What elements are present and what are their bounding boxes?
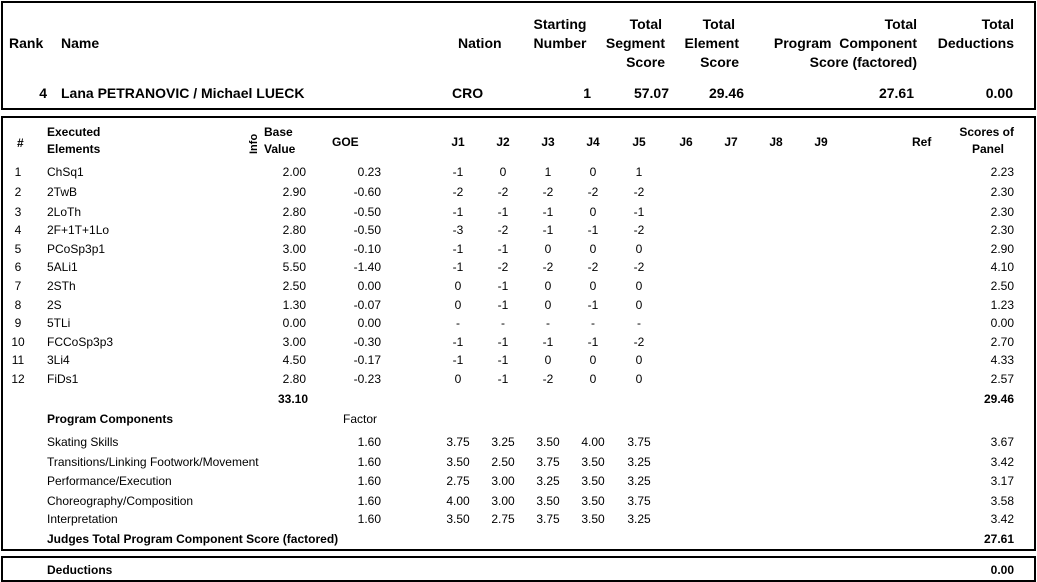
element-judge-score: -1 [587,298,599,312]
col-starting-header-1: Starting [533,16,587,32]
element-base-value: 2.00 [282,165,306,179]
col-j4-header: J4 [586,135,600,149]
col-segment-header-2: Segment [605,35,665,51]
col-deductions-header-1: Total [981,16,1014,32]
element-panel-score: 0.00 [990,316,1014,330]
col-element-header-1: Total [702,16,735,32]
component-name: Transitions/Linking Footwork/Movement [47,455,259,469]
element-num: 1 [14,165,22,179]
element-panel-score: 4.10 [990,260,1014,274]
element-judge-score: -1 [452,260,464,274]
col-num-header: # [17,136,24,150]
col-panel-header-2: Panel [971,142,1004,156]
element-judge-score: 0 [589,242,597,256]
col-ref-header: Ref [912,135,932,149]
skater-name: Lana PETRANOVIC / Michael LUECK [61,85,305,101]
element-name: 2STh [47,279,76,293]
element-goe: 0.23 [357,165,381,179]
skater-total-element-score: 29.46 [708,85,744,101]
element-base-value: 2.50 [282,279,306,293]
element-judge-score: 0 [544,242,552,256]
element-panel-score: 2.23 [990,165,1014,179]
col-segment-header-3: Score [626,54,665,70]
element-name: 3Li4 [47,353,70,367]
col-j3-header: J3 [541,135,555,149]
element-goe: -0.50 [353,205,381,219]
element-judge-score: 0 [589,205,597,219]
deductions-box [1,556,1036,582]
element-judge-score: -2 [587,185,599,199]
col-base-header-2: Value [264,142,296,156]
component-judge-score: 3.75 [536,455,560,469]
element-base-value: 2.90 [282,185,306,199]
element-judge-score: 0 [589,372,597,386]
element-goe: -0.30 [353,335,381,349]
component-judge-score: 3.75 [536,512,560,526]
element-judge-score: -1 [497,205,509,219]
component-factor: 1.60 [357,435,381,449]
element-judge-score: 0 [544,279,552,293]
element-judge-score: - [546,316,550,330]
element-judge-score: -1 [452,165,464,179]
component-name: Skating Skills [47,435,119,449]
element-judge-score: 0 [499,165,507,179]
component-judge-score: 3.50 [581,512,605,526]
element-judge-score: -1 [497,335,509,349]
skater-rank: 4 [39,85,47,101]
component-judge-score: 3.25 [491,435,515,449]
col-j1-header: J1 [451,135,465,149]
component-judge-score: 3.00 [491,474,515,488]
skater-starting-number: 1 [583,85,591,101]
col-rank-header: Rank [9,35,44,51]
element-judge-score: -1 [587,223,599,237]
component-judge-score: 3.75 [627,435,651,449]
element-judge-score: -1 [452,353,464,367]
deductions-value: 0.00 [990,563,1014,577]
component-judge-score: 3.25 [627,455,651,469]
element-num: 5 [14,242,22,256]
element-judge-score: 0 [454,279,462,293]
element-judge-score: -2 [633,335,645,349]
element-num: 3 [14,205,22,219]
element-goe: -0.07 [353,298,381,312]
element-judge-score: -1 [542,335,554,349]
element-judge-score: -2 [633,223,645,237]
element-goe: -0.23 [353,372,381,386]
component-judge-score: 3.75 [446,435,470,449]
element-judge-score: -1 [542,223,554,237]
element-judge-score: -2 [542,372,554,386]
element-judge-score: -1 [633,205,645,219]
element-judge-score: -2 [633,185,645,199]
element-goe: -0.10 [353,242,381,256]
component-judge-score: 3.50 [536,435,560,449]
col-program-header-2: Program Component [773,35,917,51]
element-name: 2TwB [47,185,78,199]
element-judge-score: 0 [635,298,643,312]
element-name: 2F+1T+1Lo [47,223,110,237]
element-base-value: 3.00 [282,242,306,256]
component-panel-score: 3.58 [990,494,1014,508]
element-base-value: 2.80 [282,372,306,386]
component-panel-score: 3.17 [990,474,1014,488]
col-executed-header-2: Elements [47,142,101,156]
col-program-header-3: Score (factored) [809,54,917,70]
element-judge-score: 0 [635,242,643,256]
element-judge-score: 0 [635,353,643,367]
element-judge-score: - [637,316,641,330]
component-judge-score: 3.50 [581,455,605,469]
element-judge-score: 1 [544,165,552,179]
component-name: Interpretation [47,512,118,526]
component-judge-score: 3.50 [446,512,470,526]
element-name: 2LoTh [47,205,82,219]
component-judge-score: 3.25 [536,474,560,488]
col-name-header: Name [61,35,100,51]
element-judge-score: 0 [589,165,597,179]
element-judge-score: 0 [454,372,462,386]
element-judge-score: -1 [497,279,509,293]
element-panel-score: 2.90 [990,242,1014,256]
element-judge-score: -1 [497,298,509,312]
col-element-header-2: Element [684,35,739,51]
component-judge-score: 3.50 [581,474,605,488]
element-judge-score: -1 [497,242,509,256]
element-base-value: 4.50 [282,353,306,367]
col-element-header-3: Score [700,54,739,70]
element-judge-score: 0 [454,298,462,312]
component-panel-score: 3.42 [990,512,1014,526]
element-num: 2 [14,185,22,199]
element-judge-score: - [591,316,595,330]
component-factor: 1.60 [357,455,381,469]
element-judge-score: -1 [587,335,599,349]
element-base-value: 0.00 [282,316,306,330]
col-info-header: Info [248,133,260,154]
element-name: 5ALi1 [47,260,78,274]
col-j7-header: J7 [724,135,738,149]
program-components-factor-header: Factor [343,412,378,426]
elements-total-score: 29.46 [983,392,1014,406]
col-j5-header: J5 [632,135,646,149]
skater-total-segment-score: 57.07 [633,85,669,101]
component-judge-score: 4.00 [581,435,605,449]
component-judge-score: 3.25 [627,512,651,526]
element-panel-score: 2.30 [990,223,1014,237]
component-judge-score: 3.75 [627,494,651,508]
element-judge-score: -2 [497,223,509,237]
element-num: 7 [14,279,22,293]
element-judge-score: -2 [497,185,509,199]
col-base-header-1: Base [264,125,293,139]
component-judge-score: 3.50 [446,455,470,469]
element-judge-score: -1 [497,372,509,386]
element-num: 11 [11,353,25,367]
component-judge-score: 4.00 [446,494,470,508]
element-judge-score: 0 [589,279,597,293]
element-goe: -0.50 [353,223,381,237]
element-goe: 0.00 [357,279,381,293]
col-executed-header-1: Executed [47,125,101,139]
components-total-score: 27.61 [983,532,1014,546]
component-panel-score: 3.67 [990,435,1014,449]
component-judge-score: 3.50 [581,494,605,508]
element-panel-score: 2.30 [990,205,1014,219]
element-base-value: 2.80 [282,223,306,237]
element-name: 5TLi [47,316,71,330]
component-factor: 1.60 [357,512,381,526]
element-panel-score: 2.30 [990,185,1014,199]
col-nation-header: Nation [458,35,502,51]
component-panel-score: 3.42 [990,455,1014,469]
component-factor: 1.60 [357,474,381,488]
element-name: ChSq1 [47,165,84,179]
col-segment-header-1: Total [629,16,662,32]
component-name: Performance/Execution [47,474,172,488]
element-name: 2S [47,298,62,312]
element-base-value: 5.50 [282,260,306,274]
component-judge-score: 3.25 [627,474,651,488]
element-judge-score: -2 [542,260,554,274]
element-judge-score: 0 [544,298,552,312]
element-judge-score: -3 [452,223,464,237]
element-num: 12 [11,372,25,386]
element-panel-score: 2.70 [990,335,1014,349]
col-j8-header: J8 [769,135,783,149]
elements-total-base: 33.10 [277,392,308,406]
component-judge-score: 3.50 [536,494,560,508]
element-name: PCoSp3p1 [47,242,106,256]
element-judge-score: -1 [542,205,554,219]
component-judge-score: 2.50 [491,455,515,469]
col-starting-header-2: Number [533,35,587,51]
col-goe-header: GOE [332,135,359,149]
element-judge-score: -1 [452,205,464,219]
component-name: Choreography/Composition [47,494,194,508]
element-judge-score: -2 [497,260,509,274]
element-num: 8 [14,298,22,312]
col-deductions-header-2: Deductions [937,35,1014,51]
element-num: 4 [14,223,22,237]
col-j6-header: J6 [679,135,693,149]
element-panel-score: 2.50 [990,279,1014,293]
element-num: 10 [11,335,25,349]
element-goe: -0.60 [353,185,381,199]
element-goe: 0.00 [357,316,381,330]
element-judge-score: -2 [542,185,554,199]
component-judge-score: 2.75 [446,474,470,488]
element-name: FiDs1 [47,372,79,386]
element-judge-score: -1 [497,353,509,367]
col-program-header-1: Total [884,16,917,32]
element-base-value: 2.80 [282,205,306,219]
col-j9-header: J9 [814,135,828,149]
element-judge-score: 0 [635,372,643,386]
col-panel-header-1: Scores of [959,125,1014,139]
element-num: 9 [14,316,22,330]
element-judge-score: -1 [452,242,464,256]
skater-total-deductions: 0.00 [985,85,1013,101]
element-num: 6 [14,260,22,274]
element-base-value: 3.00 [282,335,306,349]
element-panel-score: 4.33 [990,353,1014,367]
element-judge-score: - [501,316,505,330]
element-goe: -0.17 [353,353,381,367]
component-factor: 1.60 [357,494,381,508]
element-judge-score: -1 [452,335,464,349]
component-judge-score: 2.75 [491,512,515,526]
element-judge-score: 0 [544,353,552,367]
col-j2-header: J2 [496,135,510,149]
element-judge-score: 1 [635,165,643,179]
element-judge-score: -2 [452,185,464,199]
components-total-label: Judges Total Program Component Score (factored) [47,532,339,546]
element-goe: -1.40 [353,260,381,274]
element-judge-score: -2 [633,260,645,274]
element-base-value: 1.30 [282,298,306,312]
deductions-label: Deductions [47,563,113,577]
element-judge-score: -2 [587,260,599,274]
skater-total-pcs: 27.61 [878,85,914,101]
program-components-title: Program Components [47,412,174,426]
component-judge-score: 3.00 [491,494,515,508]
skater-nation: CRO [452,85,484,101]
element-name: FCCoSp3p3 [47,335,114,349]
element-judge-score: 0 [635,279,643,293]
element-judge-score: - [456,316,460,330]
element-panel-score: 2.57 [990,372,1014,386]
element-panel-score: 1.23 [990,298,1014,312]
element-judge-score: 0 [589,353,597,367]
